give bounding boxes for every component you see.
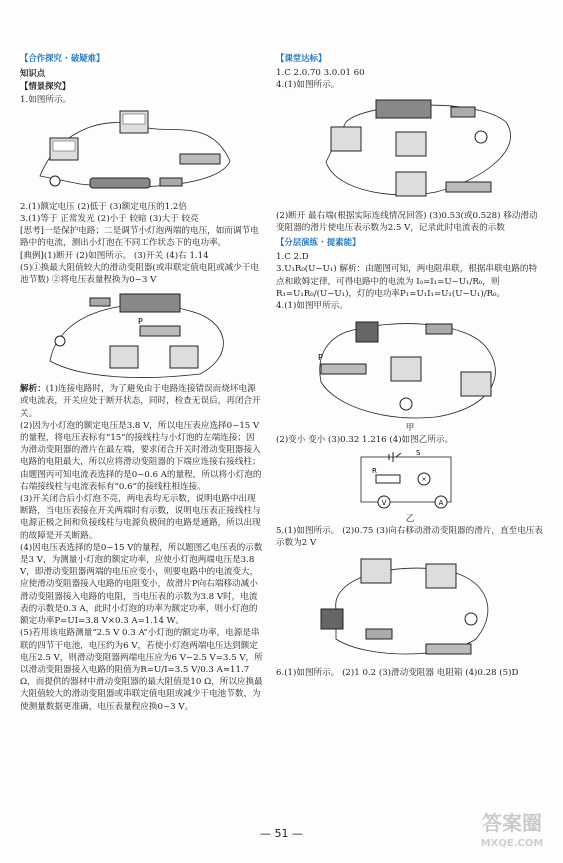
figure-label-yi: 乙	[405, 513, 415, 524]
answer-r4-3: (2)变小 变小 (3)0.32 1.216 (4)如图乙所示。	[276, 435, 454, 446]
section-header-hezuo: 【合作探究 · 破疑难】	[20, 53, 105, 63]
answer-r4b: (2)断开 最右端(根据实际连线情况回答) (3)0.53(或0.528) 移动滑动变阻器的滑片使电压表示数为2.5 V，记录此时电流表的示数	[276, 210, 538, 233]
right-column	[276, 52, 544, 679]
figure-circuit-jia	[276, 312, 544, 430]
thinking-note: [思考]一是保护电路；二是调节小灯泡两端的电压，如而调节电路中的电流，测出小灯泡在不同工作状态下的电功率。	[20, 226, 259, 249]
answer-r3-analysis: 解析：由题图可知，两电阻串联，根据串联电路的特点和欧姆定律，可得电路中的电流为 I₀=I₁=U−U₁/R₀，则R₁=U₁R₀/(U−U₁)，灯的电功率P₁=U₁I₁=U₁(U−U₁)/R₀。	[276, 264, 538, 299]
answer-r3: 3.U₁R₀(U−U₁) 解析：由题图可知，两电阻串联，根据串联电路的特点和欧姆定律，可得电路中的电流为 I₀=I₁=U−U₁/R₀，则R₁=U₁R₀/(U−U₁)，灯的电功率P₁=U₁I₁=U₁(U−U₁)/R₀。	[276, 264, 538, 299]
answer-r3-formula: U₁R₀(U−U₁)	[284, 264, 337, 275]
slider-label-p: P	[138, 317, 143, 327]
svg-text:×: ×	[421, 475, 427, 483]
scenario-label: 【情景探究】	[20, 81, 71, 92]
section-header-fenceng: 【分层演练 · 提素能】	[276, 237, 361, 248]
answer-r1: 1.C 2.0.70 3.0.01 60	[276, 68, 365, 79]
figure-label-jia: 甲	[405, 423, 415, 434]
answer-q3: 3.(1)等于 正常发光 (2)小于 较暗 (3)大于 较亮	[20, 214, 199, 225]
figure-circuit-r4	[276, 92, 544, 210]
example-line-2: (5)①换最大阻值较大的滑动变阻器(或串联定值电阻或减少干电池节数) ②将电压表量程换为0~3 V	[20, 262, 259, 286]
yi-voltmeter-label: V	[381, 498, 387, 507]
answer-r4-2: 4.(1)如图甲所示。	[276, 301, 348, 312]
analysis-para-5: (5)若用该电路测量“2.5 V 0.3 A”小灯泡的额定功率，电源是串联的四节干电池，电压约为6 V，若使小灯泡两端电压达到额定电压2.5 V，则滑动变阻器两端电压应为6 V−2.5 V=3.5 V，所以滑动变阻器接入电路的阻值为R=U/I=3.5 V/0.3 A≈11.7 Ω，而提供的器材中滑动变阻器的最大阻值是10 Ω，所以应换最大阻值较大的滑动变阻器或串联定值电阻或减少干电池节数，为使测量数据更准确，电压表量程应换0~3 V。	[20, 628, 263, 712]
answer-q1: 1.如图所示。	[20, 94, 72, 105]
analysis-label: 解析：	[20, 384, 46, 395]
analysis-para-3: (3)开关闭合后小灯泡不亮，两电表均无示数，说明电路中出现断路，当电压表接在开关两端时有示数，说明电压表正接线柱与电源正极之间和负接线柱与电源负极间的电路是通路，所以出现的故障是开关断路。	[20, 494, 261, 541]
analysis-block	[20, 383, 263, 712]
figure-circuit-example	[20, 286, 263, 383]
yi-ammeter-label: A	[438, 498, 444, 507]
yi-resistor-label: R	[372, 466, 377, 475]
figure-circuit-yi	[276, 447, 544, 519]
answer-r5: 5.(1)如图所示。 (2)0.75 (3)向右移动滑动变阻器的滑片，直至电压表示数为2 V	[276, 525, 543, 549]
jia-slider-label-p: P	[318, 353, 323, 363]
yi-switch-label: S	[416, 448, 421, 457]
page-number: — 51 —	[260, 827, 303, 840]
analysis-para-2: (2)因为小灯泡的额定电压是3.8 V，所以电压表应选择0~15 V的量程，将电压表标有“15”的接线柱与小灯泡的左端连接；因为滑动变阻器的滑片在最左端，要求闭合开关时滑动变阻器接入电路的电阻最大，所以应将滑动变阻器的下端应连接右接线柱；由题图丙可知电流表选择的是0~0.6 A的量程，所以将小灯泡的右端接线柱与电流表标有“0.6”的接线柱相连接。	[20, 420, 262, 492]
answer-r4: 4.(1)如图所示。	[276, 80, 340, 91]
knowledge-point-label: 知识点	[20, 68, 46, 79]
analysis-para-4: (4)因电压表选择的是0~15 V的量程，所以题图乙电压表的示数是3 V，为测量小灯泡的额定功率，应使小灯泡两端电压是3.8 V，即滑动变阻器两端的电压应变小，则要电路中的电流变大，应使滑动变阻器接入电路的电阻变小，故滑片P向右端移动减小滑动变阻器接入电路的电阻，当电压表的示数为3.8 V时，电流表的示数是0.3 A，此时小灯泡的功率为额定功率，则小灯泡的额定功率P=UI=3.8 V×0.3 A=1.14 W。	[20, 542, 263, 627]
figure-circuit-r5	[276, 549, 544, 667]
watermark-text: 答案圈	[482, 811, 542, 835]
example-line-1: [典例](1)断开 (2)如图所示。 (3)开关 (4)右 1.14	[20, 250, 209, 261]
analysis-para-1: 解析：(1)连接电路时，为了避免由于电路连接错误而烧坏电源或电流表，开关应处于断开状态，同时，检查无误后，再闭合开关。	[20, 384, 261, 419]
watermark-logo	[470, 800, 555, 855]
figure-circuit-1	[20, 106, 263, 201]
answer-r6: 6.(1)如图所示。 (2)1 0.2 (3)滑动变阻器 电阻箱 (4)0.28 (5)D	[276, 668, 519, 679]
watermark-url: MXQE.COM	[480, 838, 544, 849]
left-column	[20, 52, 263, 713]
section-header-ketang: 【课堂达标】	[276, 53, 327, 63]
answer-r12: 1.C 2.D	[276, 252, 309, 263]
answer-q2: 2.(1)额定电压 (2)低于 (3)额定电压的1.2倍	[20, 201, 187, 212]
